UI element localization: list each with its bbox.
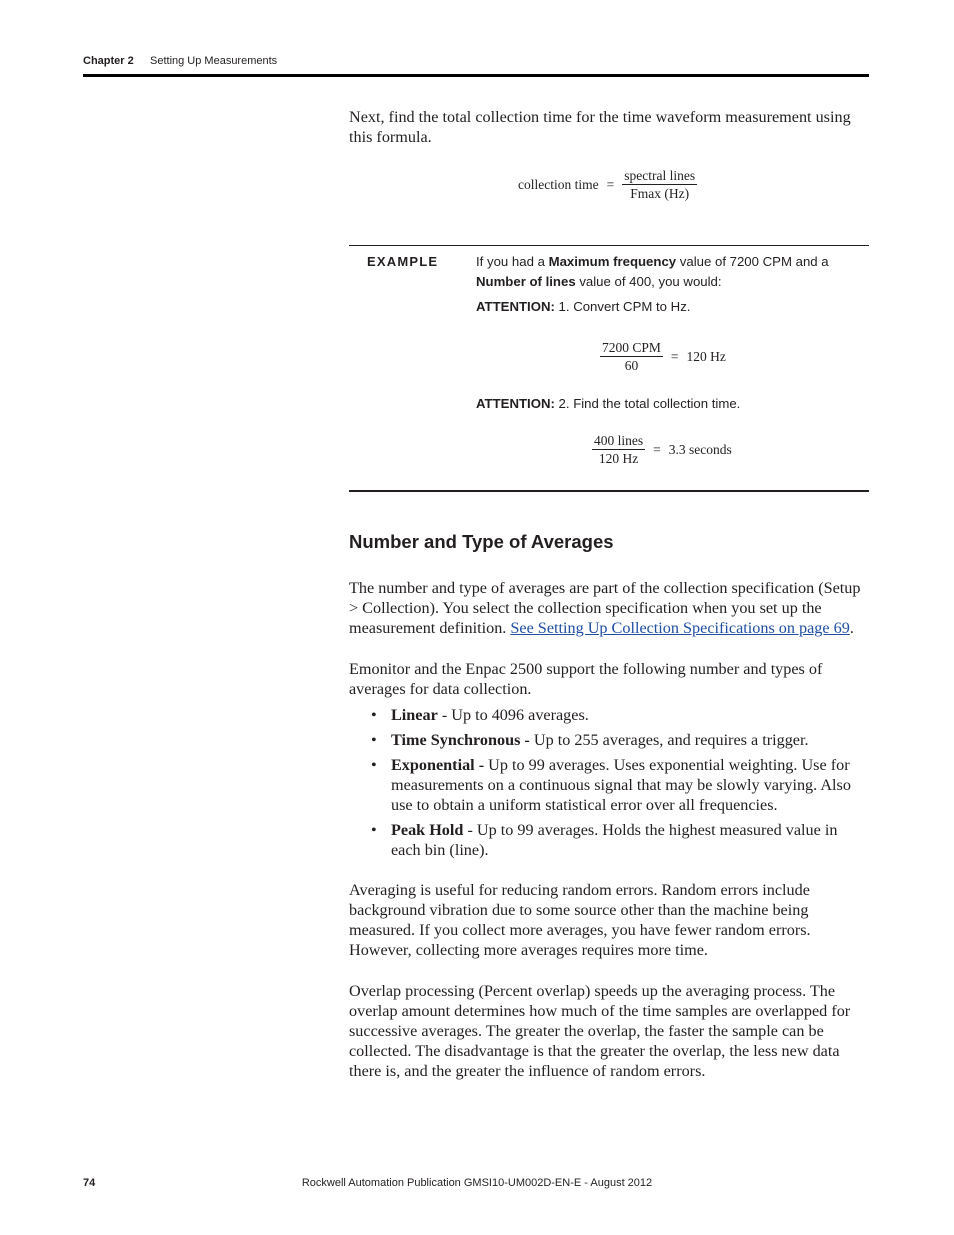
publication-footer: Rockwell Automation Publication GMSI10-UM002D-EN-E - August 2012 xyxy=(301,1177,653,1189)
bullet-icon: • xyxy=(371,706,377,724)
chapter-label: Chapter 2 xyxy=(83,55,134,67)
intro-paragraph: Next, find the total collection time for the time waveform measurement using this formula. xyxy=(349,108,851,146)
cpm-conversion-formula xyxy=(600,340,726,373)
list-item: • Exponential - Up to 99 averages. Uses exponential weighting. Use for measurements on a continuous signal that may be slowly varying. Also use to obtain a uniform statistical error over all frequencies. xyxy=(371,756,851,814)
calc2-equals: = xyxy=(653,441,661,457)
collection-time-calc-formula xyxy=(592,433,732,466)
bullet-icon: • xyxy=(371,821,377,839)
calc2-denominator: 120 Hz xyxy=(598,451,639,466)
example-box xyxy=(349,245,869,492)
averages-type-list xyxy=(349,705,869,865)
list-item: • Linear - Up to 4096 averages. xyxy=(371,706,589,724)
collection-specifications-link[interactable]: See Setting Up Collection Specifications on page 69 xyxy=(510,619,850,637)
list-item: • Time Synchronous - Up to 255 averages, and requires a trigger. xyxy=(371,731,809,749)
section-heading: Number and Type of Averages xyxy=(349,531,614,552)
calc2-numerator: 400 lines xyxy=(594,433,644,448)
calc2-result: 3.3 seconds xyxy=(668,441,732,457)
averages-paragraph-3: Averaging is useful for reducing random errors. Random errors include background vibration due to some source other than the machine being measured. If you collect more averages, you have fewer random errors. However, collecting more averages requires more time. xyxy=(349,881,811,959)
example-step-1: ATTENTION: 1. Convert CPM to Hz. xyxy=(476,299,691,314)
example-step-2: ATTENTION: 2. Find the total collection time. xyxy=(476,396,741,411)
list-item: • Peak Hold - Up to 99 averages. Holds the highest measured value in each bin (line). xyxy=(371,821,838,859)
collection-time-formula xyxy=(518,168,697,201)
calc1-equals: = xyxy=(670,348,679,364)
calc1-numerator: 7200 CPM xyxy=(602,340,661,355)
calc2-fraction xyxy=(592,433,645,466)
example-intro: If you had a Maximum frequency value of 7200 CPM and a Number of lines value of 400, you would: xyxy=(476,254,829,289)
page-number: 74 xyxy=(83,1177,96,1189)
example-label: EXAMPLE xyxy=(367,254,439,269)
calc1-fraction xyxy=(600,340,663,373)
header-rule xyxy=(83,74,869,77)
bullet-icon: • xyxy=(371,756,377,774)
attention-label: ATTENTION: xyxy=(476,396,555,411)
calc1-result: 120 Hz xyxy=(686,348,726,364)
averages-paragraph-4: Overlap processing (Percent overlap) speeds up the averaging process. The overlap amount determines how much of the time samples are overlapped for successive averages. The greater the overlap, the faster the sample can be collected. The disadvantage is that the greater the overlap, the less new data there is, and the greater the influence of random errors. xyxy=(349,982,851,1080)
bullet-icon: • xyxy=(371,731,377,749)
averages-paragraph-2: Emonitor and the Enpac 2500 support the following number and types of averages for data collection. xyxy=(349,660,823,698)
calc1-denominator: 60 xyxy=(624,358,639,373)
formula-lhs: collection time xyxy=(518,176,599,192)
averages-paragraph-1: The number and type of averages are part of the collection specification (Setup > Collection). You select the collection specification when you set up the measurement definition. See Setting Up Collection Specifications on page 69. xyxy=(349,579,861,637)
attention-label: ATTENTION: xyxy=(476,299,555,314)
formula-denominator: Fmax (Hz) xyxy=(630,186,690,201)
section-title: Setting Up Measurements xyxy=(150,55,278,67)
formula-numerator: spectral lines xyxy=(624,168,696,183)
page-header xyxy=(83,53,869,77)
formula-equals: = xyxy=(606,176,615,192)
formula-fraction xyxy=(622,168,697,201)
